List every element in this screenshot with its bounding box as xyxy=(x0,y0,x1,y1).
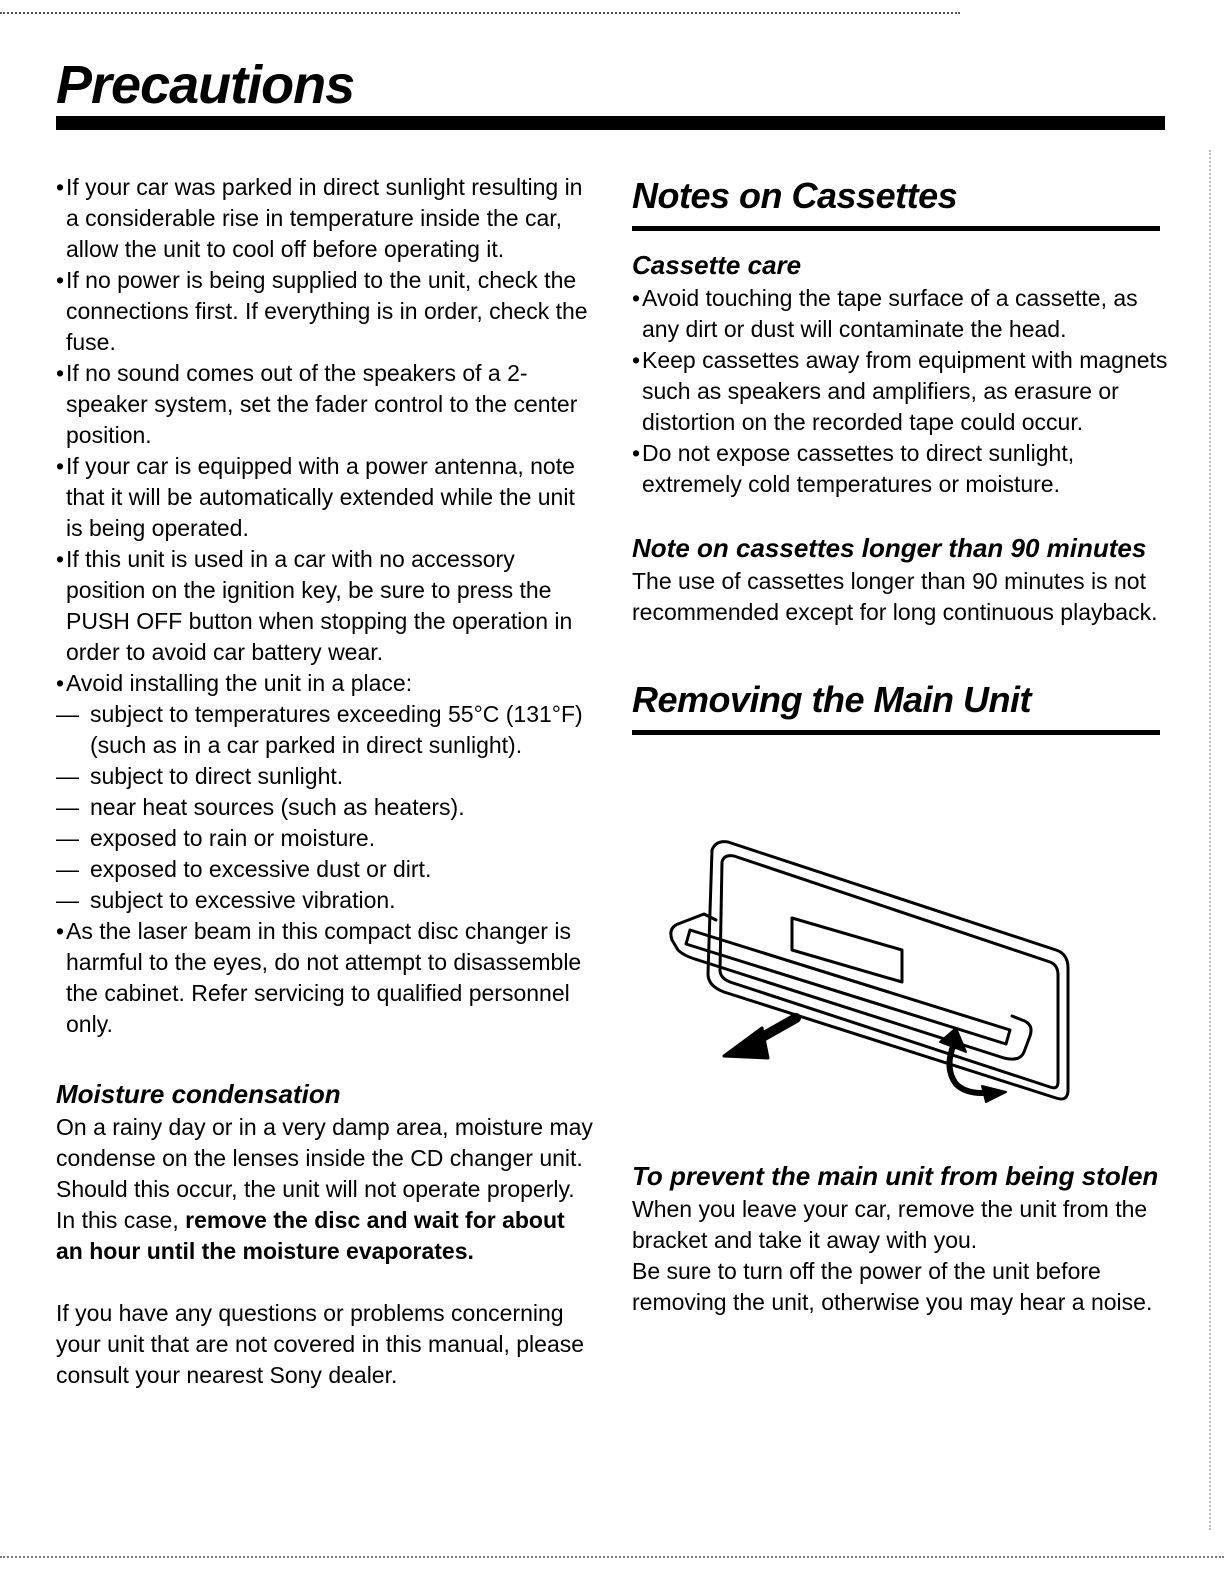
removing-heading: Removing the Main Unit xyxy=(632,679,1032,720)
precaution-item: • If this unit is used in a car with no accessory position on the ignition key, be sure to press the PUSH OFF button when stopping the operation in order to avoid car battery wear. xyxy=(56,544,596,668)
precaution-item: • Avoid installing the unit in a place: xyxy=(56,668,596,699)
scan-edge-bottom xyxy=(0,1556,1224,1558)
display-window xyxy=(792,918,902,982)
moisture-text xyxy=(56,1112,596,1267)
notes-on-cassettes-heading: Notes on Cassettes xyxy=(632,175,958,216)
avoid-place-item: — near heat sources (such as heaters). xyxy=(56,792,596,823)
precaution-item: • If no sound comes out of the speakers of a 2-speaker system, set the fader control to the center position. xyxy=(56,358,596,451)
pull-arrow-head-icon xyxy=(724,1028,768,1058)
left-column xyxy=(56,172,596,1391)
scan-edge-right xyxy=(1209,150,1211,1530)
removing-unit-illustration xyxy=(664,832,1084,1122)
removing-rule xyxy=(632,730,1160,735)
precautions-list xyxy=(56,172,596,1040)
avoid-place-item: — subject to direct sunlight. xyxy=(56,761,596,792)
theft-section xyxy=(632,1158,1172,1318)
closing-text: If you have any questions or problems concerning your unit that are not covered in this manual, please consult your nearest Sony dealer. xyxy=(56,1300,585,1388)
precaution-item: • If your car is equipped with a power antenna, note that it will be automatically extended while the unit is being operated. xyxy=(56,451,596,544)
avoid-place-item: — exposed to excessive dust or dirt. xyxy=(56,854,596,885)
right-column xyxy=(632,172,1172,735)
avoid-place-item: — subject to excessive vibration. xyxy=(56,885,596,916)
long-cassettes-text: The use of cassettes longer than 90 minutes is not recommended except for long continuous playback. xyxy=(632,568,1158,625)
theft-text-1: When you leave your car, remove the unit from the bracket and take it away with you. xyxy=(632,1196,1148,1253)
scan-edge-top xyxy=(0,12,960,14)
rotate-arrow-tail-icon xyxy=(982,1086,1006,1102)
theft-heading: To prevent the main unit from being stolen xyxy=(632,1161,1159,1191)
moisture-text-plain: On a rainy day or in a very damp area, moisture may condense on the lenses inside the CD changer unit. Should this occur, the unit will not operate properly. In this case, xyxy=(56,1114,593,1233)
precaution-item: • If your car was parked in direct sunlight resulting in a considerable rise in temperature inside the car, allow the unit to cool off before operating it. xyxy=(56,172,596,265)
precaution-item: • As the laser beam in this compact disc changer is harmful to the eyes, do not attempt to disassemble the cabinet. Refer servicing to qualified personnel only. xyxy=(56,916,596,1040)
cassette-care-heading: Cassette care xyxy=(632,250,802,280)
avoid-place-item: — subject to temperatures exceeding 55°C (131°F) (such as in a car parked in direct sunlight). xyxy=(56,699,596,761)
cassette-care-item: • Avoid touching the tape surface of a cassette, as any dirt or dust will contaminate the head. xyxy=(632,283,1172,345)
moisture-text-bold: remove the disc and wait for about an hour until the moisture evaporates. xyxy=(56,1207,565,1264)
avoid-place-item: — exposed to rain or moisture. xyxy=(56,823,596,854)
long-cassettes-heading: Note on cassettes longer than 90 minutes xyxy=(632,533,1147,563)
moisture-heading: Moisture condensation xyxy=(56,1079,341,1109)
cassette-care-item: • Keep cassettes away from equipment with magnets such as speakers and amplifiers, as erasure or distortion on the recorded tape could occur. xyxy=(632,345,1172,438)
cassette-care-item: • Do not expose cassettes to direct sunlight, extremely cold temperatures or moisture. xyxy=(632,438,1172,500)
title-rule xyxy=(56,116,1165,130)
page-title: Precautions xyxy=(56,55,355,115)
precaution-item: • If no power is being supplied to the unit, check the connections first. If everything is in order, check the fuse. xyxy=(56,265,596,358)
release-handle-inner xyxy=(686,930,1010,1044)
theft-text-2: Be sure to turn off the power of the unit before removing the unit, otherwise you may hear a noise. xyxy=(632,1258,1153,1315)
